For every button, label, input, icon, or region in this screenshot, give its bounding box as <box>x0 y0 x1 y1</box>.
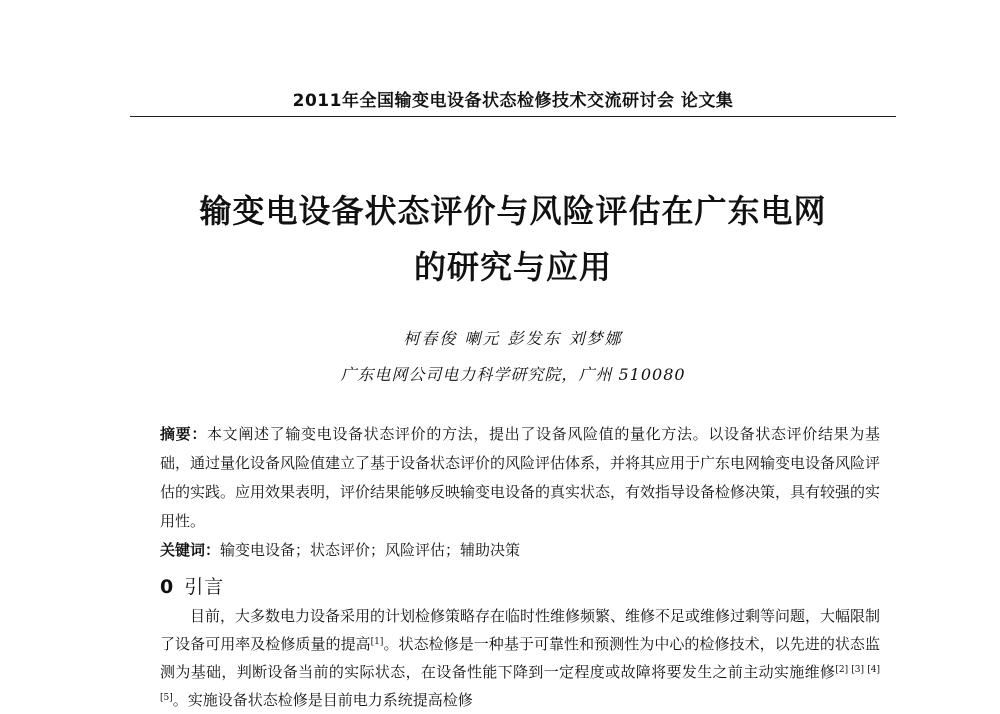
paper-title-line-1: 输变电设备状态评价与风险评估在广东电网 <box>199 192 827 230</box>
keywords <box>160 536 880 565</box>
section-heading-introduction <box>160 572 224 599</box>
citation-ref: [2] [3] [4] [5] <box>160 665 880 703</box>
abstract <box>160 420 880 536</box>
running-header: 2011年全国输变电设备状态检修技术交流研讨会 论文集 <box>292 91 734 111</box>
section-title: 引言 <box>184 576 225 598</box>
paper-title-line-2: 的研究与应用 <box>413 248 612 286</box>
author-list: 柯春俊 喇元 彭发东 刘梦娜 <box>403 329 623 348</box>
header-rule <box>130 116 896 117</box>
body-text-segment: 。状态检修是一种基于可靠性和预测性为中心的检修技术，以先进的状态监测为基础，判断设备当前的实际状态，在设备性能下降到一定程度或故障将要发生之前主动实施维修 <box>160 635 880 681</box>
abstract-text: 本文阐述了输变电设备状态评价的方法，提出了设备风险值的量化方法。以设备状态评价结果为基础，通过量化设备风险值建立了基于设备状态评价的风险评估体系，并将其应用于广东电网输变电设备风险评估的实践。应用效果表明，评价结果能够反映输变电设备的真实状态，有效指导设备检修决策，具有较强的实用性。 <box>160 425 881 530</box>
body-text-segment: 目前，大多数电力设备采用的计划检修策略存在临时性维修频繁、维修不足或维修过剩等问题，大幅限制了设备可用率及检修质量的提高 <box>160 607 881 653</box>
citation-ref: [1] <box>370 637 384 647</box>
section-number: 0 <box>160 576 175 598</box>
keywords-label: 关键词： <box>160 541 221 559</box>
abstract-label: 摘要： <box>160 425 207 443</box>
body-text-segment: 。实施设备状态检修是目前电力系统提高检修 <box>172 691 473 709</box>
introduction-paragraph <box>160 602 880 714</box>
author-affiliation: 广东电网公司电力科学研究院，广州 510080 <box>340 365 686 384</box>
keywords-text: 输变电设备；状态评价；风险评估；辅助决策 <box>220 541 521 559</box>
